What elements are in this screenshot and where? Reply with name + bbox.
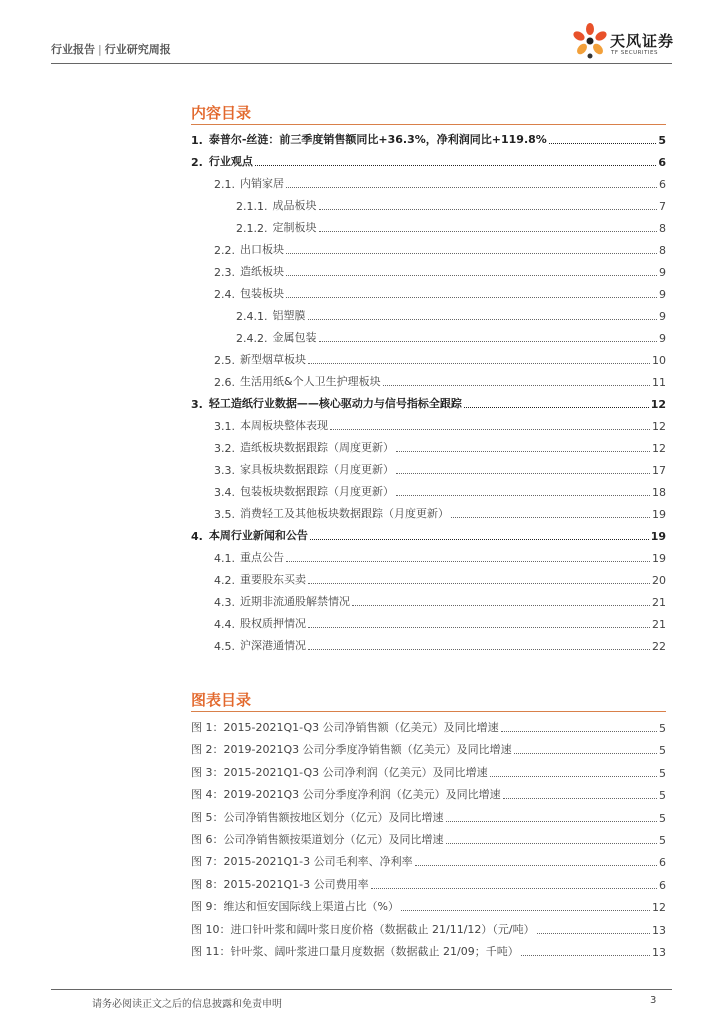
figure-leader-dots: [446, 843, 658, 844]
header-label-weekly: 行业研究周报: [104, 43, 171, 56]
figure-leader-dots: [371, 888, 657, 889]
figure-leader-dots: [401, 910, 650, 911]
toc-entry-page: 12: [650, 398, 666, 411]
toc-entry-label: 家具板块数据跟踪（月度更新）: [240, 463, 394, 476]
toc-entry[interactable]: [214, 373, 666, 389]
figure-entry[interactable]: [191, 876, 666, 892]
toc-entry[interactable]: [214, 175, 666, 191]
toc-leader-dots: [308, 363, 650, 364]
toc-leader-dots: [396, 495, 650, 496]
toc-entry[interactable]: [214, 593, 666, 609]
figure-entry-page: 6: [659, 878, 666, 892]
figure-leader-dots: [501, 731, 657, 732]
header-label-industry-report: 行业报告: [51, 43, 95, 56]
toc-entry-page: 7: [659, 200, 666, 213]
toc-entry-label: 股权质押情况: [240, 617, 306, 630]
toc-entry-number: 2.1.1.: [236, 200, 268, 213]
toc-entry-page: 22: [652, 640, 666, 653]
toc-entry-label: 本周板块整体表现: [240, 419, 328, 432]
toc-entry-number: 3.2.: [214, 442, 235, 455]
toc-leader-dots: [286, 275, 657, 276]
toc-entry-label: 泰普尔-丝涟：前三季度销售额同比+36.3%，净利润同比+119.8%: [208, 133, 547, 146]
toc-entry-label: 生活用纸&个人卫生护理板块: [240, 375, 381, 388]
toc-entry-number: 2.3.: [214, 266, 235, 279]
toc-entry-label: 造纸板块数据跟踪（周度更新）: [240, 441, 394, 454]
toc-title: 内容目录: [191, 104, 252, 122]
figure-entry[interactable]: [191, 831, 666, 847]
logo-chinese-name: 天风证券: [610, 32, 675, 50]
figure-entry-label: 图 8：2015-2021Q1-3 公司费用率: [191, 877, 369, 891]
figure-entry-label: 图 2：2019-2021Q3 公司分季度净销售额（亿美元）及同比增速: [191, 743, 512, 757]
toc-entry-number: 2.1.: [214, 178, 235, 191]
figure-entry-label: 图 9：维达和恒安国际线上渠道占比（%）: [191, 900, 399, 914]
toc-entry-label: 本周行业新闻和公告: [208, 529, 308, 542]
toc-entry-label: 造纸板块: [240, 265, 284, 278]
toc-entry[interactable]: [214, 505, 666, 521]
footer-page-number: 3: [650, 995, 657, 1006]
figure-entry-page: 13: [652, 923, 666, 937]
toc-entry-page: 21: [652, 596, 666, 609]
toc-entry-page: 10: [652, 354, 666, 367]
figure-entry-page: 5: [659, 744, 666, 758]
header-report-type: [51, 41, 171, 57]
toc-leader-dots: [464, 407, 649, 408]
figures-title: 图表目录: [191, 691, 252, 709]
toc-entry[interactable]: [214, 483, 666, 499]
toc-leader-dots: [310, 539, 649, 540]
toc-entry-label: 出口板块: [240, 243, 284, 256]
figure-entry[interactable]: [191, 741, 666, 757]
toc-leader-dots: [286, 187, 657, 188]
toc-entry-label: 铝塑膜: [272, 309, 306, 322]
toc-entry[interactable]: [214, 637, 666, 653]
toc-leader-dots: [308, 627, 650, 628]
footer-disclaimer: 请务必阅读正文之后的信息披露和免责申明: [92, 999, 282, 1010]
toc-leader-dots: [319, 209, 658, 210]
figure-entry[interactable]: [191, 719, 666, 735]
toc-entry[interactable]: [214, 439, 666, 455]
toc-leader-dots: [308, 583, 650, 584]
figure-entry-label: 图 6：公司净销售额按渠道划分（亿元）及同比增速: [191, 833, 444, 846]
toc-leader-dots: [383, 385, 650, 386]
toc-entry-page: 17: [652, 464, 666, 477]
toc-entry-number: 3.4.: [214, 486, 235, 499]
toc-entry[interactable]: [214, 263, 666, 279]
figure-entry[interactable]: [191, 786, 666, 802]
figure-entry-page: 5: [659, 834, 666, 847]
figure-leader-dots: [514, 753, 657, 754]
figure-entry[interactable]: [191, 764, 666, 780]
toc-entry[interactable]: [214, 417, 666, 433]
toc-entry[interactable]: [236, 219, 666, 235]
toc-entry[interactable]: [191, 527, 666, 543]
toc-leader-dots: [286, 253, 657, 254]
toc-entry-number: 4.: [191, 530, 203, 543]
toc-leader-dots: [396, 451, 650, 452]
toc-entry-number: 3.: [191, 398, 203, 411]
toc-entry[interactable]: [236, 197, 666, 213]
toc-entry[interactable]: [214, 549, 666, 565]
toc-entry-label: 成品板块: [272, 199, 317, 212]
toc-entry[interactable]: [236, 329, 666, 345]
figure-entry-page: 5: [659, 766, 666, 780]
toc-leader-dots: [396, 473, 650, 474]
toc-entry-page: 8: [659, 244, 666, 257]
toc-entry-page: 6: [658, 156, 666, 169]
footer-divider: [51, 989, 672, 990]
figures-title-rule: [191, 711, 666, 712]
figure-entry-label: 图 7：2015-2021Q1-3 公司毛利率、净利率: [191, 855, 413, 869]
toc-entry[interactable]: [214, 285, 666, 301]
toc-entry[interactable]: [191, 153, 666, 169]
toc-entry[interactable]: [214, 241, 666, 257]
toc-entry-number: 2.4.2.: [236, 332, 268, 345]
toc-entry-page: 20: [652, 574, 666, 587]
toc-entry-number: 3.1.: [214, 420, 235, 433]
toc-entry-page: 9: [659, 332, 666, 345]
toc-leader-dots: [308, 319, 658, 320]
figure-entry-page: 13: [652, 946, 666, 959]
toc-entry[interactable]: [191, 131, 666, 147]
figure-entry-label: 图 3：2015-2021Q1-Q3 公司净利润（亿美元）及同比增速: [191, 765, 488, 779]
toc-entry-page: 12: [652, 442, 666, 455]
toc-entry[interactable]: [214, 351, 666, 367]
toc-leader-dots: [352, 605, 650, 606]
toc-entry-number: 4.4.: [214, 618, 235, 631]
figure-entry[interactable]: [191, 853, 666, 869]
figure-entry-page: 5: [659, 789, 666, 803]
figure-leader-dots: [503, 798, 657, 799]
figure-entry[interactable]: [191, 809, 666, 825]
toc-leader-dots: [319, 341, 658, 342]
figure-entry[interactable]: [191, 943, 666, 959]
toc-entry-number: 2.4.1.: [236, 310, 268, 323]
toc-entry-page: 8: [659, 222, 666, 235]
header-divider: [51, 63, 672, 64]
figure-entry-page: 6: [659, 856, 666, 870]
toc-entry-page: 19: [650, 530, 666, 543]
figure-entry-page: 5: [659, 722, 666, 735]
figure-entry-label: 图 4：2019-2021Q3 公司分季度净利润（亿美元）及同比增速: [191, 788, 501, 802]
toc-entry-label: 行业观点: [208, 155, 253, 168]
toc-entry-number: 2.6.: [214, 376, 235, 389]
toc-title-rule: [191, 124, 666, 125]
toc-entry-label: 包装板块: [240, 287, 284, 300]
toc-entry-label: 定制板块: [272, 221, 317, 234]
toc-entry-number: 2.5.: [214, 354, 235, 367]
toc-leader-dots: [549, 143, 657, 144]
toc-entry-number: 2.2.: [214, 244, 235, 257]
toc-entry-number: 2.: [191, 156, 203, 169]
flower-logo-icon: [570, 22, 608, 62]
toc-entry-number: 2.1.2.: [236, 222, 268, 235]
toc-entry-page: 5: [658, 134, 666, 147]
figure-entry-page: 5: [659, 811, 666, 825]
toc-leader-dots: [286, 297, 657, 298]
figure-entry-label: 图 10：进口针叶浆和阔叶浆日度价格（数据截止 21/11/12）（元/吨）: [191, 922, 535, 936]
company-logo: [570, 22, 680, 62]
toc-entry[interactable]: [214, 571, 666, 587]
toc-entry[interactable]: [214, 461, 666, 477]
toc-entry-label: 重要股东买卖: [240, 573, 306, 586]
figure-entry-label: 图 5：公司净销售额按地区划分（亿元）及同比增速: [191, 810, 444, 824]
toc-entry-label: 近期非流通股解禁情况: [240, 595, 350, 608]
toc-leader-dots: [286, 561, 650, 562]
figure-leader-dots: [446, 821, 658, 822]
toc-entry-page: 12: [652, 420, 666, 433]
toc-leader-dots: [255, 165, 657, 166]
figure-entry-label: 图 11：针叶浆、阔叶浆进口量月度数据（数据截止 21/09；千吨）: [191, 945, 519, 958]
toc-entry-label: 金属包装: [272, 331, 317, 344]
figure-entry-page: 12: [652, 901, 666, 915]
toc-leader-dots: [330, 429, 650, 430]
figure-leader-dots: [415, 865, 657, 866]
figure-leader-dots: [490, 776, 657, 777]
toc-entry[interactable]: [191, 395, 666, 411]
toc-entry-page: 11: [652, 376, 666, 389]
figure-entry-label: 图 1：2015-2021Q1-Q3 公司净销售额（亿美元）及同比增速: [191, 721, 499, 734]
toc-entry-number: 2.4.: [214, 288, 235, 301]
figure-entry[interactable]: [191, 921, 666, 937]
toc-entry-page: 9: [659, 310, 666, 323]
toc-entry-page: 6: [659, 178, 666, 191]
toc-leader-dots: [319, 231, 658, 232]
toc-entry-page: 21: [652, 618, 666, 631]
figure-entry[interactable]: [191, 898, 666, 914]
toc-leader-dots: [308, 649, 650, 650]
toc-entry-label: 包装板块数据跟踪（月度更新）: [240, 485, 394, 498]
toc-entry-number: 4.2.: [214, 574, 235, 587]
figure-leader-dots: [521, 955, 650, 956]
toc-entry-number: 3.5.: [214, 508, 235, 521]
toc-entry-number: 4.5.: [214, 640, 235, 653]
toc-entry-label: 沪深港通情况: [240, 639, 306, 652]
toc-entry-number: 4.1.: [214, 552, 235, 565]
toc-entry-page: 9: [659, 266, 666, 279]
logo-english-name: TF SECURITIES: [611, 50, 658, 56]
toc-entry-label: 内销家居: [240, 177, 284, 190]
toc-entry[interactable]: [214, 615, 666, 631]
toc-entry-page: 9: [659, 288, 666, 301]
toc-entry-number: 4.3.: [214, 596, 235, 609]
toc-entry[interactable]: [236, 307, 666, 323]
toc-leader-dots: [451, 517, 650, 518]
toc-entry-label: 消费轻工及其他板块数据跟踪（月度更新）: [240, 507, 449, 520]
toc-entry-number: 3.3.: [214, 464, 235, 477]
toc-entry-label: 重点公告: [240, 551, 284, 564]
toc-entry-label: 新型烟草板块: [240, 353, 306, 366]
toc-entry-label: 轻工造纸行业数据——核心驱动力与信号指标全跟踪: [208, 397, 462, 410]
toc-entry-page: 18: [652, 486, 666, 499]
figure-leader-dots: [537, 933, 650, 934]
toc-entry-page: 19: [652, 508, 666, 521]
toc-entry-number: 1.: [191, 134, 203, 147]
toc-entry-page: 19: [652, 552, 666, 565]
header-separator: |: [98, 43, 102, 56]
